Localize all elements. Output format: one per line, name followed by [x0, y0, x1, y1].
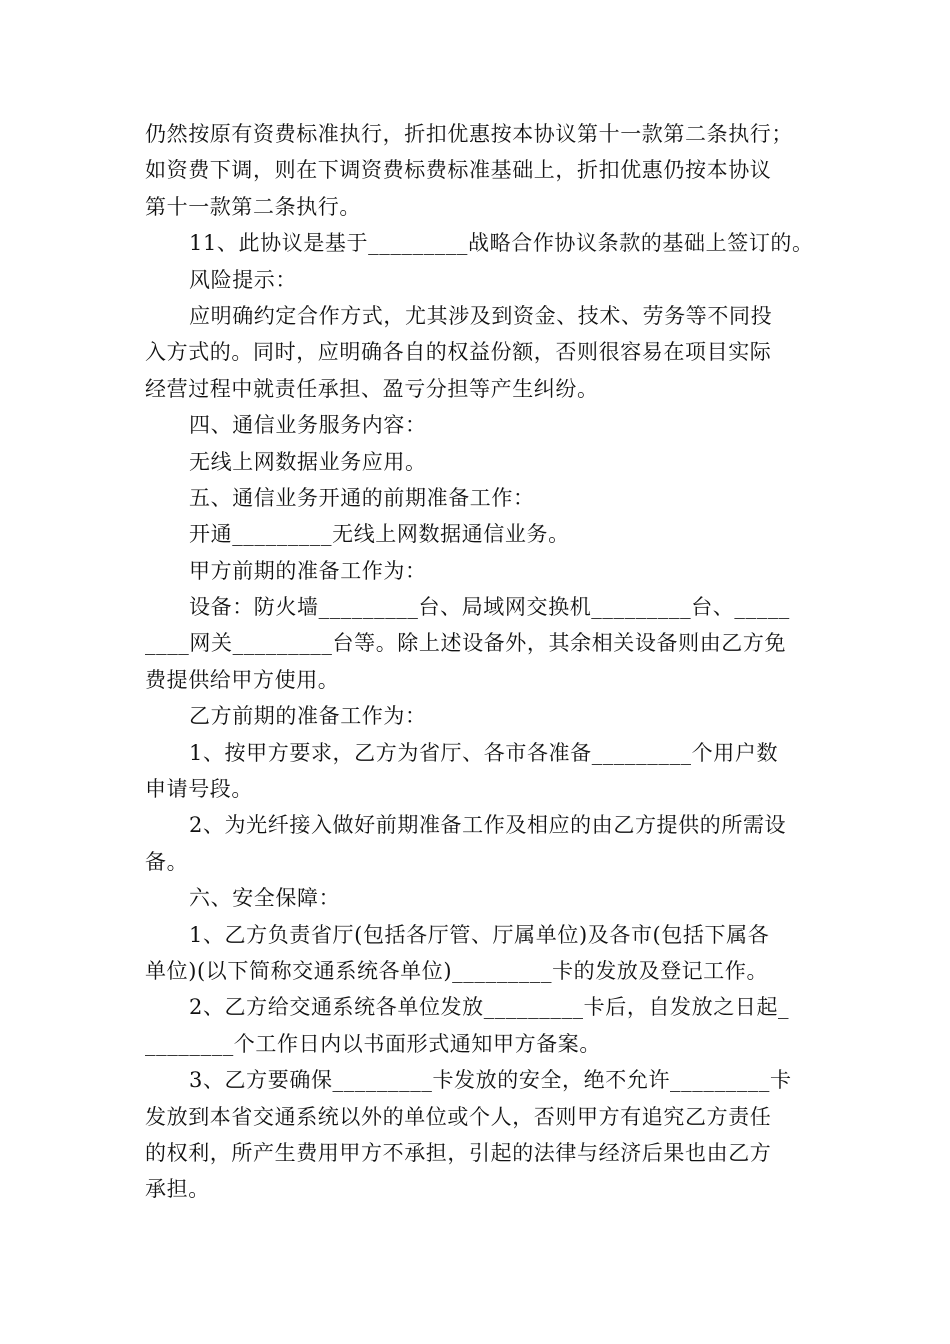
party-b-heading: 乙方前期的准备工作为：: [189, 704, 427, 729]
text-line: 设备：防火墙_________台、局域网交换机_________台、_____: [189, 595, 790, 620]
section-5-heading: 五、通信业务开通的前期准备工作：: [189, 485, 535, 510]
risk-text-line: 应明确约定合作方式，尤其涉及到资金、技术、劳务等不同投: [189, 303, 773, 328]
document-body: [145, 116, 814, 1208]
text-line: 3、乙方要确保_________卡发放的安全，绝不允许_________卡: [189, 1068, 792, 1093]
risk-text-line: 入方式的。同时，应明确各自的权益份额，否则很容易在项目实际: [145, 340, 772, 365]
text-line: 申请号段。: [145, 777, 253, 802]
text-line: 发放到本省交通系统以外的单位或个人，否则甲方有追究乙方责任: [145, 1104, 772, 1129]
text-line: ________个工作日内以书面形式通知甲方备案。: [145, 1031, 601, 1056]
text-line: 2、乙方给交通系统各单位发放_________卡后，自发放之日起_: [189, 995, 790, 1020]
text-line: 无线上网数据业务应用。: [189, 449, 427, 474]
text-line: 开通_________无线上网数据通信业务。: [189, 522, 570, 547]
risk-heading: 风险提示：: [189, 267, 297, 292]
risk-text-line: 经营过程中就责任承担、盈亏分担等产生纠纷。: [145, 376, 599, 401]
text-line: 1、乙方负责省厅(包括各厅管、厅属单位)及各市(包括下属各: [189, 922, 770, 947]
text-line: 仍然按原有资费标准执行，折扣优惠按本协议第十一款第二条执行；: [145, 122, 793, 146]
text-line: 如资费下调，则在下调资费标费标准基础上，折扣优惠仍按本协议: [145, 158, 772, 183]
section-6-heading: 六、安全保障：: [189, 886, 341, 911]
text-line: 第十一款第二条执行。: [145, 194, 361, 219]
text-line: 备。: [145, 849, 189, 874]
text-line: 1、按甲方要求，乙方为省厅、各市各准备_________个用户数: [189, 740, 779, 765]
text-line: 费提供给甲方使用。: [145, 667, 340, 692]
text-line: 单位)(以下简称交通系统各单位)_________卡的发放及登记工作。: [145, 958, 769, 983]
text-line: ____网关_________台等。除上述设备外，其余相关设备则由乙方免: [145, 631, 787, 656]
clause-11-line: 11、此协议是基于_________战略合作协议条款的基础上签订的。: [189, 231, 814, 256]
text-line: 的权利，所产生费用甲方不承担，引起的法律与经济后果也由乙方: [145, 1140, 772, 1165]
text-line: 承担。: [145, 1177, 210, 1202]
section-4-heading: 四、通信业务服务内容：: [189, 413, 427, 438]
party-a-heading: 甲方前期的准备工作为：: [189, 558, 427, 583]
text-line: 2、为光纤接入做好前期准备工作及相应的由乙方提供的所需设: [189, 813, 787, 838]
